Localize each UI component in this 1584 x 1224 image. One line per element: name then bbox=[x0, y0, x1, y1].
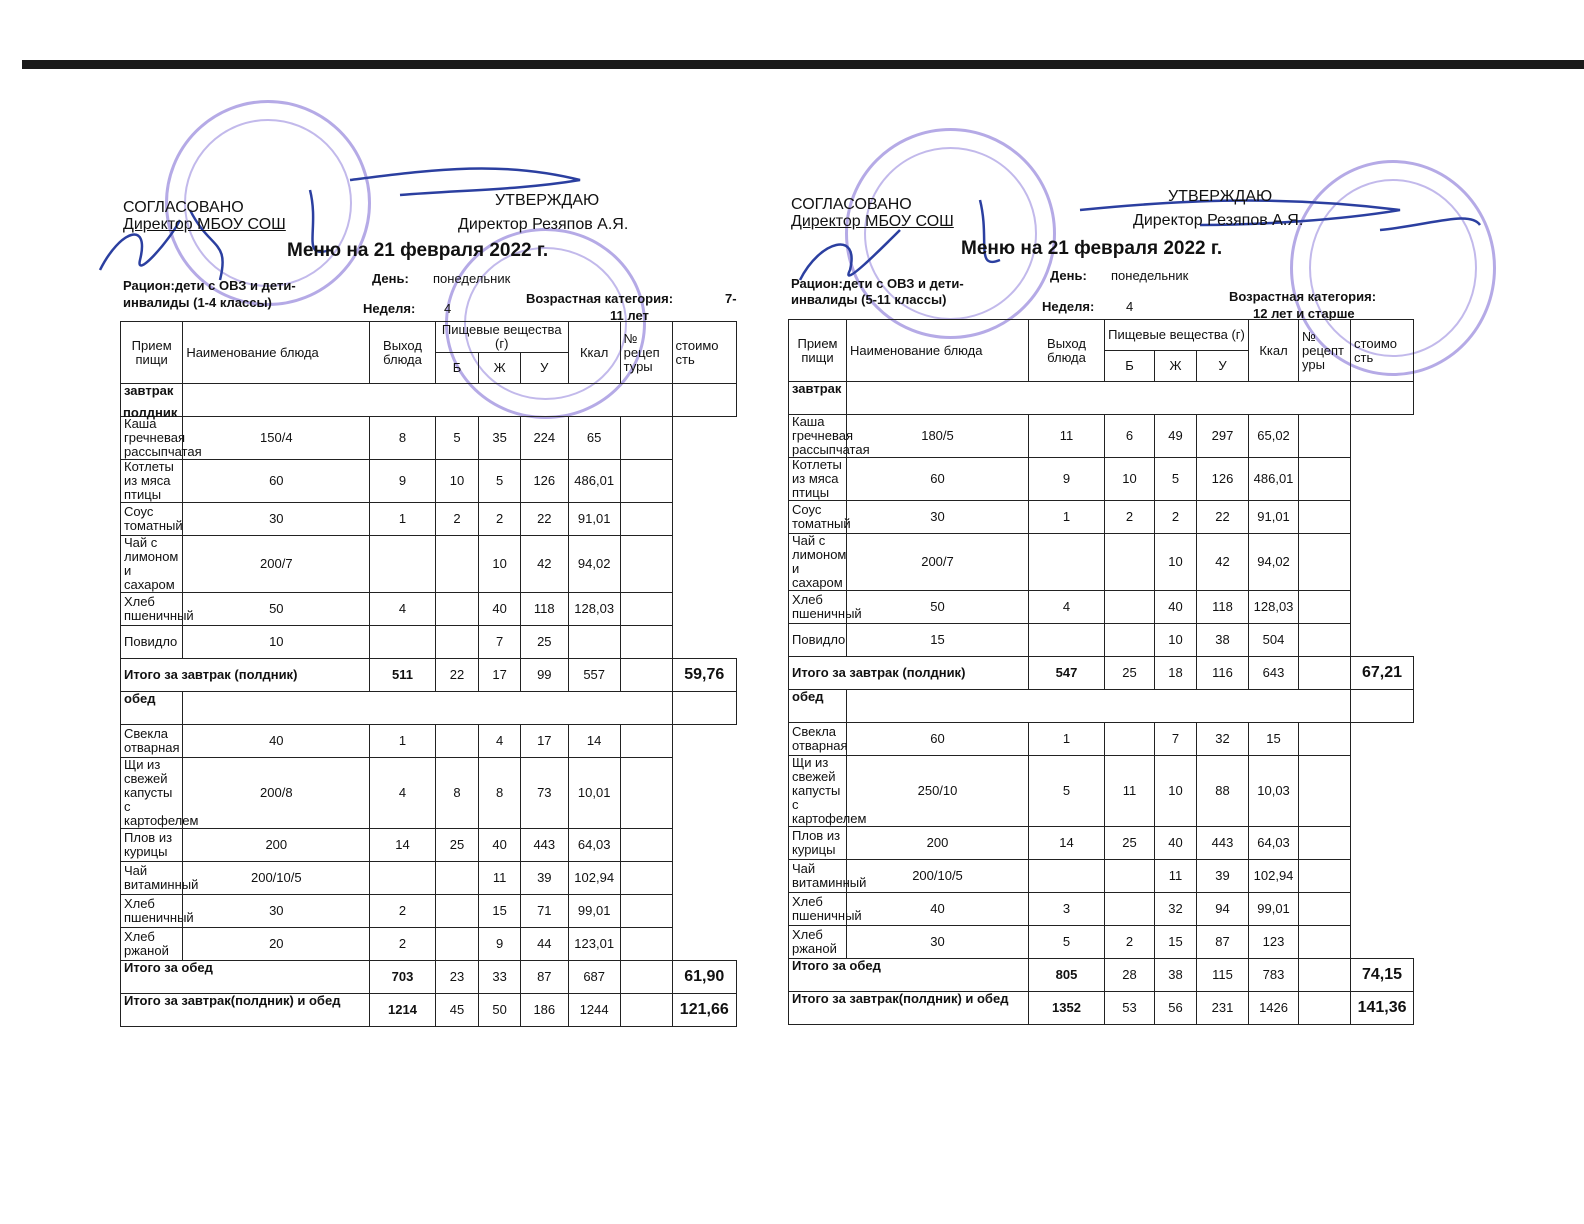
table-row bbox=[789, 827, 1414, 860]
value-cell bbox=[1105, 860, 1155, 893]
dish-name-cell: Щи из свежей капусты с картофелем bbox=[789, 756, 847, 827]
age-value-2: 12 лет и старше bbox=[1253, 306, 1355, 321]
value-cell: 5 bbox=[1029, 926, 1105, 959]
value-cell: 40 bbox=[479, 593, 521, 626]
value-cell: 180/5 bbox=[847, 415, 1029, 458]
value-cell: 10,01 bbox=[568, 758, 620, 829]
cost-cell bbox=[620, 829, 672, 862]
dish-name-cell: Каша гречневая рассыпчатая bbox=[121, 417, 183, 460]
value-cell: 73 bbox=[520, 758, 568, 829]
table-row bbox=[121, 829, 737, 862]
age-label: Возрастная категория: bbox=[1229, 289, 1377, 304]
dish-name-cell: Хлеб пшеничный bbox=[121, 593, 183, 626]
day-label: День: bbox=[372, 271, 409, 286]
value-cell: 15 bbox=[847, 624, 1029, 657]
round-seal-stamp-right bbox=[845, 128, 1056, 339]
value-cell: 2 bbox=[435, 503, 479, 536]
value-cell: 15 bbox=[1249, 723, 1299, 756]
header-dish: Наименование блюда bbox=[183, 322, 370, 384]
dish-name-cell: Каша гречневая рассыпчатая bbox=[789, 415, 847, 458]
value-cell: 25 bbox=[1105, 827, 1155, 860]
table-row bbox=[789, 756, 1414, 827]
value-cell: 126 bbox=[1197, 458, 1249, 501]
week-value: 4 bbox=[444, 301, 452, 316]
day-value: понедельник bbox=[433, 271, 511, 286]
dish-name-cell: Чай с лимоном и сахаром bbox=[789, 534, 847, 591]
value-cell: 486,01 bbox=[568, 460, 620, 503]
value-cell: 5 bbox=[1155, 458, 1197, 501]
value-cell: 5 bbox=[1029, 756, 1105, 827]
section-snack-label: полдник bbox=[123, 405, 178, 420]
value-cell: 30 bbox=[847, 926, 1029, 959]
menu-table bbox=[788, 319, 1414, 1025]
value-cell: 486,01 bbox=[1249, 458, 1299, 501]
value-cell: 443 bbox=[520, 829, 568, 862]
table-row bbox=[789, 926, 1414, 959]
value-cell: 40 bbox=[183, 725, 370, 758]
value-cell: 99,01 bbox=[1249, 893, 1299, 926]
section-breakfast bbox=[789, 382, 847, 415]
agreed-label: СОГЛАСОВАНО bbox=[123, 199, 244, 216]
value-cell: 88 bbox=[1197, 756, 1249, 827]
dish-name-cell: Котлеты из мяса птицы bbox=[789, 458, 847, 501]
menu-title: Меню на 21 февраля 2022 г. bbox=[961, 238, 1223, 259]
cost-cell bbox=[620, 862, 672, 895]
value-cell: 30 bbox=[183, 503, 370, 536]
value-cell: 65 bbox=[568, 417, 620, 460]
table-row bbox=[789, 458, 1414, 501]
value-cell: 443 bbox=[1197, 827, 1249, 860]
header-kcal: Ккал bbox=[568, 322, 620, 384]
value-cell: 25 bbox=[520, 626, 568, 659]
dish-name-cell: Чай витаминный bbox=[789, 860, 847, 893]
header-yield: Выход блюда bbox=[370, 322, 435, 384]
header-meal: Прием пищи bbox=[121, 322, 183, 384]
table-row bbox=[789, 534, 1414, 591]
value-cell: 94 bbox=[1197, 893, 1249, 926]
value-cell bbox=[435, 536, 479, 593]
value-cell: 11 bbox=[1105, 756, 1155, 827]
value-cell: 30 bbox=[183, 895, 370, 928]
cost-cell bbox=[1299, 458, 1351, 501]
value-cell: 1 bbox=[370, 725, 435, 758]
section-row-lunch bbox=[121, 692, 737, 725]
value-cell: 40 bbox=[479, 829, 521, 862]
dish-name-cell: Щи из свежей капусты с картофелем bbox=[121, 758, 183, 829]
value-cell: 22 bbox=[1197, 501, 1249, 534]
value-cell bbox=[1105, 624, 1155, 657]
cost-cell bbox=[620, 895, 672, 928]
section-breakfast bbox=[121, 383, 183, 420]
value-cell: 5 bbox=[435, 417, 479, 460]
table-header-row bbox=[121, 322, 737, 353]
value-cell: 102,94 bbox=[1249, 860, 1299, 893]
ration-line2: инвалиды (1-4 классы) bbox=[123, 295, 272, 310]
table-row bbox=[121, 460, 737, 503]
section-row-lunch bbox=[789, 690, 1414, 723]
value-cell: 11 bbox=[1029, 415, 1105, 458]
value-cell: 40 bbox=[1155, 827, 1197, 860]
dish-name-cell: Повидло bbox=[789, 624, 847, 657]
section-breakfast-label: завтрак bbox=[792, 381, 842, 396]
value-cell: 10 bbox=[1155, 534, 1197, 591]
dish-name-cell: Хлеб пшеничный bbox=[121, 895, 183, 928]
total-lunch-row: Итого за обед 703 23 33 87 687 61,90 bbox=[121, 961, 737, 994]
value-cell: 39 bbox=[1197, 860, 1249, 893]
table-row bbox=[789, 723, 1414, 756]
table-row bbox=[121, 536, 737, 593]
value-cell: 25 bbox=[435, 829, 479, 862]
value-cell: 118 bbox=[520, 593, 568, 626]
value-cell: 42 bbox=[520, 536, 568, 593]
value-cell: 15 bbox=[479, 895, 521, 928]
value-cell: 32 bbox=[1197, 723, 1249, 756]
cost-cell bbox=[1299, 591, 1351, 624]
value-cell: 10 bbox=[1155, 756, 1197, 827]
dish-name-cell: Плов из курицы bbox=[789, 827, 847, 860]
header-u: У bbox=[1197, 351, 1249, 382]
dish-name-cell: Соус томатный bbox=[789, 501, 847, 534]
section-lunch: обед bbox=[789, 690, 847, 723]
header-cost: стоимо сть bbox=[1351, 320, 1414, 382]
value-cell: 64,03 bbox=[568, 829, 620, 862]
value-cell: 4 bbox=[1029, 591, 1105, 624]
director-label: Директор МБОУ СОШ bbox=[123, 216, 286, 233]
section-breakfast-label: завтрак bbox=[124, 383, 174, 398]
section-row-breakfast bbox=[121, 384, 737, 417]
value-cell: 504 bbox=[1249, 624, 1299, 657]
value-cell: 126 bbox=[520, 460, 568, 503]
dish-name-cell: Повидло bbox=[121, 626, 183, 659]
value-cell bbox=[1029, 860, 1105, 893]
value-cell: 94,02 bbox=[568, 536, 620, 593]
value-cell: 60 bbox=[847, 723, 1029, 756]
cost-cell bbox=[1299, 860, 1351, 893]
value-cell: 4 bbox=[370, 758, 435, 829]
ration-line2: инвалиды (5-11 классы) bbox=[791, 292, 947, 307]
value-cell: 9 bbox=[370, 460, 435, 503]
value-cell: 9 bbox=[479, 928, 521, 961]
value-cell bbox=[1029, 624, 1105, 657]
value-cell bbox=[1105, 893, 1155, 926]
cost-cell bbox=[620, 460, 672, 503]
value-cell: 87 bbox=[1197, 926, 1249, 959]
value-cell: 1 bbox=[1029, 501, 1105, 534]
value-cell: 50 bbox=[183, 593, 370, 626]
header-u: У bbox=[520, 353, 568, 384]
value-cell: 10 bbox=[1105, 458, 1155, 501]
cost-cell bbox=[1299, 893, 1351, 926]
value-cell: 10 bbox=[479, 536, 521, 593]
value-cell: 2 bbox=[1105, 926, 1155, 959]
value-cell: 65,02 bbox=[1249, 415, 1299, 458]
value-cell: 60 bbox=[847, 458, 1029, 501]
cost-cell bbox=[620, 626, 672, 659]
header-nutrients: Пищевые вещества (г) bbox=[1105, 320, 1249, 351]
value-cell: 224 bbox=[520, 417, 568, 460]
value-cell: 91,01 bbox=[568, 503, 620, 536]
ration-line1: Рацион:дети с ОВЗ и дети- bbox=[123, 278, 296, 293]
table-header-row bbox=[789, 320, 1414, 351]
header-meal: Прием пищи bbox=[789, 320, 847, 382]
value-cell: 200/7 bbox=[847, 534, 1029, 591]
day-value: понедельник bbox=[1111, 268, 1189, 283]
dish-name-cell: Хлеб ржаной bbox=[789, 926, 847, 959]
approve-label: УТВЕРЖДАЮ bbox=[495, 192, 600, 209]
value-cell: 35 bbox=[479, 417, 521, 460]
value-cell bbox=[435, 862, 479, 895]
dish-name-cell: Чай витаминный bbox=[121, 862, 183, 895]
total-breakfast-row: Итого за завтрак (полдник) 511 22 17 99 557 59,76 bbox=[121, 659, 737, 692]
value-cell: 250/10 bbox=[847, 756, 1029, 827]
cost-cell bbox=[620, 725, 672, 758]
scan-edge-bar bbox=[22, 60, 1584, 69]
approve-director: Директор Резяпов А.Я. bbox=[1133, 212, 1304, 229]
value-cell: 200/8 bbox=[183, 758, 370, 829]
value-cell: 200/7 bbox=[183, 536, 370, 593]
value-cell: 7 bbox=[479, 626, 521, 659]
cost-cell bbox=[1299, 756, 1351, 827]
menu-table bbox=[120, 321, 737, 1027]
table-row bbox=[789, 501, 1414, 534]
section-lunch: обед bbox=[121, 692, 183, 725]
value-cell: 128,03 bbox=[1249, 591, 1299, 624]
value-cell: 2 bbox=[370, 928, 435, 961]
table-row bbox=[789, 415, 1414, 458]
dish-name-cell: Свекла отварная bbox=[789, 723, 847, 756]
value-cell: 5 bbox=[479, 460, 521, 503]
header-b: Б bbox=[1105, 351, 1155, 382]
value-cell: 118 bbox=[1197, 591, 1249, 624]
approve-label: УТВЕРЖДАЮ bbox=[1168, 188, 1273, 205]
value-cell: 44 bbox=[520, 928, 568, 961]
value-cell: 6 bbox=[1105, 415, 1155, 458]
value-cell: 8 bbox=[370, 417, 435, 460]
value-cell: 64,03 bbox=[1249, 827, 1299, 860]
header-zh: Ж bbox=[1155, 351, 1197, 382]
value-cell bbox=[1105, 534, 1155, 591]
table-row bbox=[789, 860, 1414, 893]
value-cell: 123 bbox=[1249, 926, 1299, 959]
value-cell bbox=[435, 725, 479, 758]
ration-line1: Рацион:дети с ОВЗ и дети- bbox=[791, 276, 964, 291]
value-cell: 200 bbox=[847, 827, 1029, 860]
value-cell: 2 bbox=[1105, 501, 1155, 534]
total-lunch-row: Итого за обед 805 28 38 115 783 74,15 bbox=[789, 959, 1414, 992]
value-cell bbox=[435, 895, 479, 928]
value-cell bbox=[435, 928, 479, 961]
dish-name-cell: Котлеты из мяса птицы bbox=[121, 460, 183, 503]
value-cell: 8 bbox=[479, 758, 521, 829]
value-cell: 99,01 bbox=[568, 895, 620, 928]
value-cell: 32 bbox=[1155, 893, 1197, 926]
week-label: Неделя: bbox=[363, 301, 416, 316]
value-cell bbox=[1105, 591, 1155, 624]
value-cell bbox=[568, 626, 620, 659]
header-yield: Выход блюда bbox=[1029, 320, 1105, 382]
value-cell: 297 bbox=[1197, 415, 1249, 458]
header-zh: Ж bbox=[479, 353, 521, 384]
week-label: Неделя: bbox=[1042, 299, 1095, 314]
director-label: Директор МБОУ СОШ bbox=[791, 213, 954, 230]
value-cell: 11 bbox=[479, 862, 521, 895]
value-cell: 4 bbox=[370, 593, 435, 626]
table-row bbox=[121, 725, 737, 758]
value-cell: 17 bbox=[520, 725, 568, 758]
value-cell: 4 bbox=[479, 725, 521, 758]
cost-cell bbox=[1299, 534, 1351, 591]
value-cell: 38 bbox=[1197, 624, 1249, 657]
table-row bbox=[121, 758, 737, 829]
value-cell: 14 bbox=[370, 829, 435, 862]
total-all-row: Итого за завтрак(полдник) и обед 1352 53 56 231 1426 141,36 bbox=[789, 992, 1414, 1025]
value-cell bbox=[370, 626, 435, 659]
dish-name-cell: Соус томатный bbox=[121, 503, 183, 536]
cost-cell bbox=[1299, 415, 1351, 458]
age-value-2: 11 лет bbox=[610, 308, 649, 323]
header-recipe: № рецепт уры bbox=[1299, 320, 1351, 382]
value-cell: 123,01 bbox=[568, 928, 620, 961]
value-cell: 8 bbox=[435, 758, 479, 829]
value-cell: 49 bbox=[1155, 415, 1197, 458]
approve-director: Директор Резяпов А.Я. bbox=[458, 216, 629, 233]
value-cell: 10 bbox=[183, 626, 370, 659]
value-cell: 40 bbox=[1155, 591, 1197, 624]
value-cell: 2 bbox=[1155, 501, 1197, 534]
value-cell bbox=[435, 593, 479, 626]
header-b: Б bbox=[435, 353, 479, 384]
value-cell: 10 bbox=[1155, 624, 1197, 657]
cost-cell bbox=[1299, 926, 1351, 959]
dish-name-cell: Чай с лимоном и сахаром bbox=[121, 536, 183, 593]
table-row bbox=[121, 862, 737, 895]
value-cell: 22 bbox=[520, 503, 568, 536]
value-cell: 39 bbox=[520, 862, 568, 895]
value-cell: 102,94 bbox=[568, 862, 620, 895]
value-cell: 15 bbox=[1155, 926, 1197, 959]
value-cell: 1 bbox=[370, 503, 435, 536]
cost-cell bbox=[1299, 723, 1351, 756]
value-cell: 20 bbox=[183, 928, 370, 961]
value-cell: 2 bbox=[479, 503, 521, 536]
value-cell: 2 bbox=[370, 895, 435, 928]
age-value-1: 7- bbox=[725, 291, 737, 306]
header-recipe: № рецеп туры bbox=[620, 322, 672, 384]
cost-cell bbox=[620, 593, 672, 626]
value-cell: 9 bbox=[1029, 458, 1105, 501]
table-row bbox=[789, 591, 1414, 624]
total-all-row: Итого за завтрак(полдник) и обед 1214 45 50 186 1244 121,66 bbox=[121, 994, 737, 1027]
value-cell: 60 bbox=[183, 460, 370, 503]
header-dish: Наименование блюда bbox=[847, 320, 1029, 382]
menu-title: Меню на 21 февраля 2022 г. bbox=[287, 240, 549, 261]
value-cell: 11 bbox=[1155, 860, 1197, 893]
table-row bbox=[121, 417, 737, 460]
value-cell: 128,03 bbox=[568, 593, 620, 626]
header-nutrients: Пищевые вещества (г) bbox=[435, 322, 568, 353]
value-cell bbox=[1029, 534, 1105, 591]
week-value: 4 bbox=[1126, 299, 1134, 314]
value-cell: 200 bbox=[183, 829, 370, 862]
table-row bbox=[789, 624, 1414, 657]
cost-cell bbox=[620, 758, 672, 829]
age-label: Возрастная категория: bbox=[526, 291, 674, 306]
cost-cell bbox=[1299, 501, 1351, 534]
table-row bbox=[789, 893, 1414, 926]
table-row bbox=[121, 895, 737, 928]
value-cell: 42 bbox=[1197, 534, 1249, 591]
cost-cell bbox=[1299, 624, 1351, 657]
table-row bbox=[121, 928, 737, 961]
value-cell bbox=[370, 862, 435, 895]
dish-name-cell: Плов из курицы bbox=[121, 829, 183, 862]
value-cell: 50 bbox=[847, 591, 1029, 624]
value-cell: 30 bbox=[847, 501, 1029, 534]
header-kcal: Ккал bbox=[1249, 320, 1299, 382]
cost-cell bbox=[620, 503, 672, 536]
total-breakfast-row: Итого за завтрак (полдник) 547 25 18 116 643 67,21 bbox=[789, 657, 1414, 690]
cost-cell bbox=[620, 928, 672, 961]
value-cell: 1 bbox=[1029, 723, 1105, 756]
table-row bbox=[121, 626, 737, 659]
dish-name-cell: Свекла отварная bbox=[121, 725, 183, 758]
value-cell: 14 bbox=[568, 725, 620, 758]
value-cell: 200/10/5 bbox=[183, 862, 370, 895]
table-row bbox=[121, 593, 737, 626]
section-row-breakfast bbox=[789, 382, 1414, 415]
dish-name-cell: Хлеб ржаной bbox=[121, 928, 183, 961]
day-label: День: bbox=[1050, 268, 1087, 283]
value-cell: 10,03 bbox=[1249, 756, 1299, 827]
value-cell: 200/10/5 bbox=[847, 860, 1029, 893]
agreed-label: СОГЛАСОВАНО bbox=[791, 196, 912, 213]
value-cell: 71 bbox=[520, 895, 568, 928]
value-cell: 3 bbox=[1029, 893, 1105, 926]
dish-name-cell: Хлеб пшеничный bbox=[789, 591, 847, 624]
value-cell bbox=[370, 536, 435, 593]
value-cell: 7 bbox=[1155, 723, 1197, 756]
value-cell: 91,01 bbox=[1249, 501, 1299, 534]
header-cost: стоимо сть bbox=[672, 322, 736, 384]
value-cell: 14 bbox=[1029, 827, 1105, 860]
value-cell bbox=[1105, 723, 1155, 756]
value-cell bbox=[435, 626, 479, 659]
value-cell: 10 bbox=[435, 460, 479, 503]
table-row bbox=[121, 503, 737, 536]
value-cell: 40 bbox=[847, 893, 1029, 926]
dish-name-cell: Хлеб пшеничный bbox=[789, 893, 847, 926]
value-cell: 150/4 bbox=[183, 417, 370, 460]
cost-cell bbox=[1299, 827, 1351, 860]
cost-cell bbox=[620, 536, 672, 593]
value-cell: 94,02 bbox=[1249, 534, 1299, 591]
cost-cell bbox=[620, 417, 672, 460]
